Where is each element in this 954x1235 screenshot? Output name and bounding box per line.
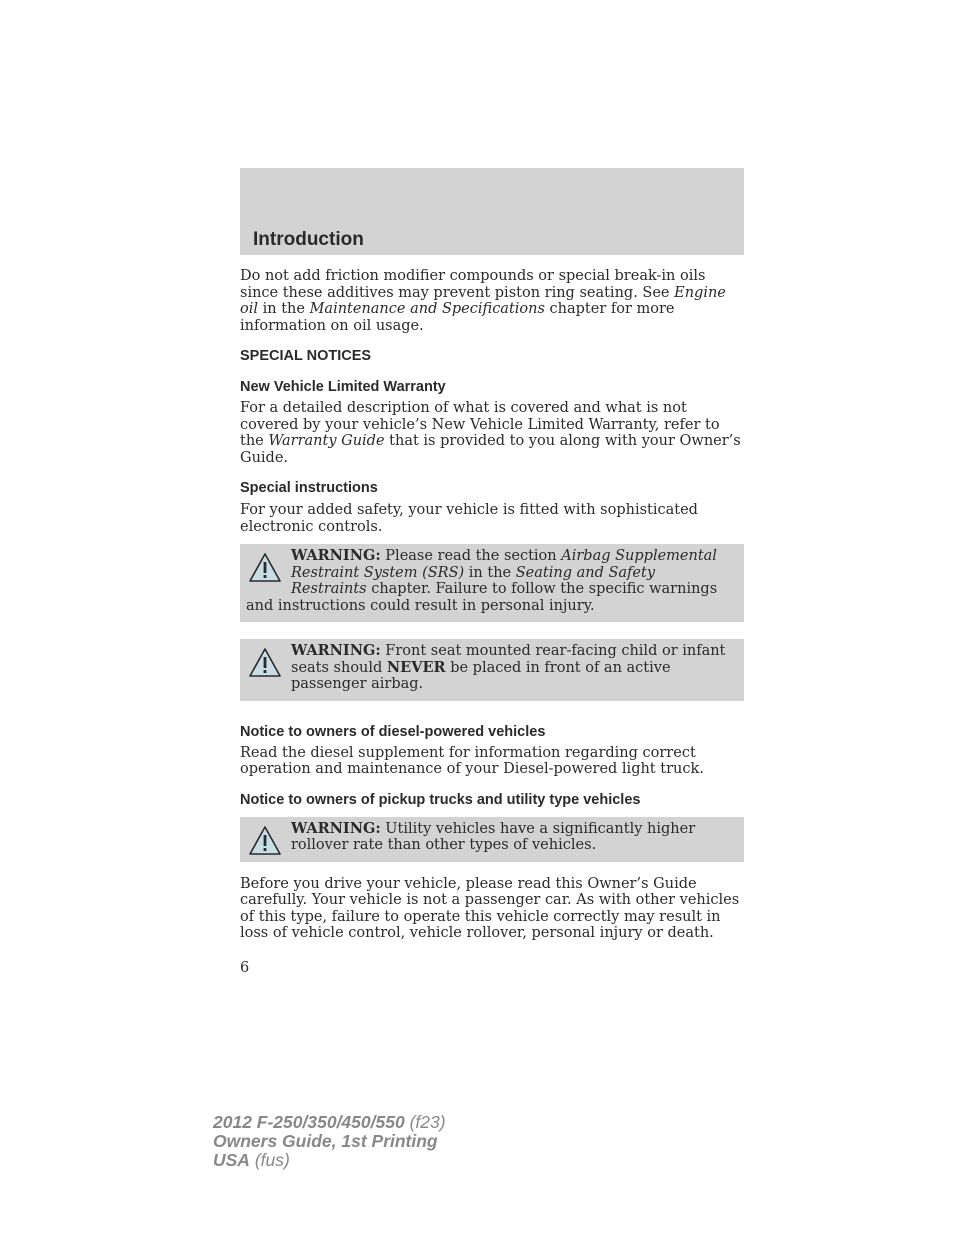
special-instructions-paragraph: For your added safety, your vehicle is fitted with sophisticated electronic controls. <box>240 502 698 535</box>
warranty-guide-ref: Warranty Guide <box>268 433 385 449</box>
warning-text-rollover: WARNING: Utility vehicles have a significantly higher rollover rate than other types of vehicles. <box>291 819 696 853</box>
maintenance-ref: Maintenance and Specifications <box>309 301 545 317</box>
warning-text-airbag: WARNING: Please read the section Airbag Supplemental Restraint System (SRS) in the Seating and Safety Restraints chapter. Failure to follow the specific warnings and instructions could result in personal injury. <box>246 547 718 614</box>
page-content <box>240 268 744 942</box>
seating-safety-ref: Seating and Safety Restraints <box>291 564 656 597</box>
section-header <box>240 168 744 255</box>
warning-box-child-seat <box>240 639 744 701</box>
warranty-paragraph: For a detailed description of what is covered and what is not covered by your vehicle’s New Vehicle Limited Warranty, refer to the Warranty Guide that is provided to you along with your Owner’s Guide. <box>240 400 741 466</box>
special-instructions-heading: Special instructions <box>240 480 378 496</box>
warning-triangle-icon <box>248 825 282 857</box>
airbag-srs-ref: Airbag Supplemental Restraint System (SRS) <box>291 548 717 581</box>
warning-label: WARNING: <box>291 819 381 837</box>
intro-paragraph: Do not add friction modifier compounds or special break-in oils since these additives may prevent piston ring seating. See Engine oil in the Maintenance and Specifications chapter for more information on oil usage. <box>240 268 726 334</box>
warning-box-rollover <box>240 817 744 862</box>
page-number: 6 <box>240 960 250 976</box>
footer-line-guide: Owners Guide, 1st Printing <box>213 1131 438 1151</box>
section-title: Introduction <box>253 229 364 250</box>
engine-oil-ref: Engine oil <box>240 284 726 317</box>
diesel-paragraph: Read the diesel supplement for information regarding correct operation and maintenance of your Diesel-powered light truck. <box>240 744 704 777</box>
pickup-heading: Notice to owners of pickup trucks and utility type vehicles <box>240 791 641 808</box>
special-notices-heading: SPECIAL NOTICES <box>240 348 372 364</box>
diesel-heading: Notice to owners of diesel-powered vehicles <box>240 723 546 740</box>
warning-label: WARNING: <box>291 642 381 659</box>
footer-line-region: USA (fus) <box>213 1150 290 1170</box>
never-emphasis: NEVER <box>386 658 446 676</box>
warranty-heading: New Vehicle Limited Warranty <box>240 379 446 395</box>
pickup-paragraph: Before you drive your vehicle, please read this Owner’s Guide carefully. Your vehicle is not a passenger car. As with other vehicles of this type, failure to operate this vehicle correctly may result in loss of vehicle control, vehicle rollover, personal injury or death. <box>240 875 740 941</box>
warning-text-child-seat: WARNING: Front seat mounted rear-facing child or infant seats should NEVER be placed in front of an active passenger airbag. <box>291 642 726 692</box>
warning-triangle-icon <box>248 647 282 679</box>
footer-line-model: 2012 F-250/350/450/550 (f23) <box>213 1112 446 1132</box>
warning-label: WARNING: <box>291 547 381 564</box>
footer-publication-info <box>213 1113 446 1170</box>
warning-box-airbag <box>240 544 744 622</box>
warning-triangle-icon <box>248 552 282 584</box>
